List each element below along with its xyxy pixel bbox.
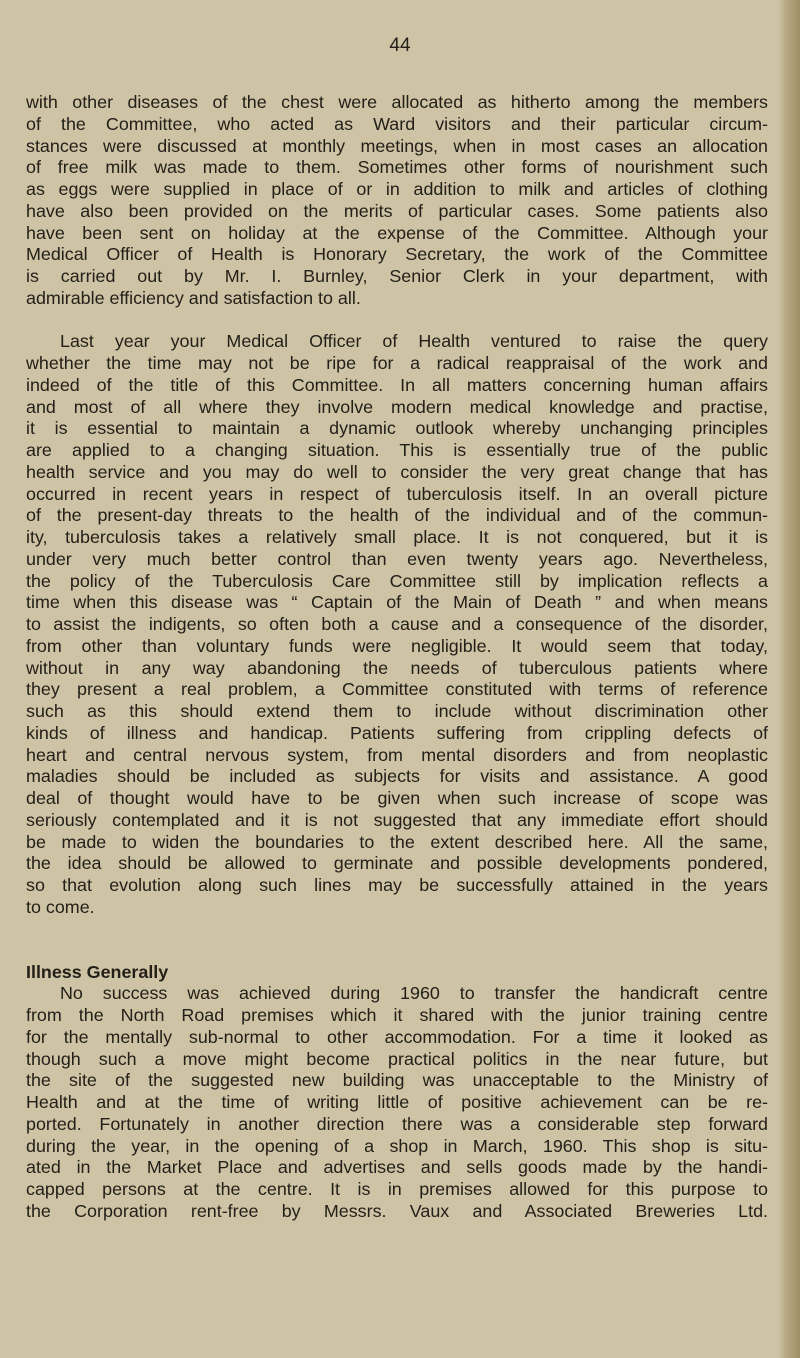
text-line: they present a real problem, a Committee constituted with terms of reference: [26, 679, 768, 700]
text-line: capped persons at the centre. It is in premises allowed for this purpose to: [26, 1179, 768, 1199]
paragraph-2: [26, 331, 768, 918]
text-line: ated in the Market Place and advertises and sells goods made by the handi-: [26, 1157, 768, 1178]
text-line: ported. Fortunately in another direction there was a considerable step forward: [26, 1113, 768, 1134]
text-line: be made to widen the boundaries to the extent described here. All the same,: [26, 831, 768, 852]
text-line: Last year your Medical Officer of Health ventured to raise the query: [60, 331, 768, 352]
paragraph-1: [26, 92, 768, 310]
text-line: of the Committee, who acted as Ward visitors and their particular circum-: [26, 113, 768, 134]
text-line: of the present-day threats to the health of the individual and of the commun-: [26, 505, 768, 526]
text-line: ity, tuberculosis takes a relatively small place. It is not conquered, but it is: [26, 527, 768, 547]
text-line: No success was achieved during 1960 to transfer the handicraft centre: [60, 983, 768, 1004]
text-line: heart and central nervous system, from mental disorders and from neoplastic: [26, 744, 768, 765]
text-line: the site of the suggested new building was unacceptable to the Ministry of: [26, 1070, 768, 1091]
text-line: stances were discussed at monthly meetings, when in most cases an allocation: [26, 135, 768, 156]
page-number: 44: [389, 35, 411, 56]
section-spacer: [26, 919, 768, 962]
text-line: occurred in recent years in respect of tuberculosis itself. In an overall picture: [26, 483, 768, 504]
text-line: so that evolution along such lines may be successfully attained in the years: [26, 875, 768, 895]
text-line: from other than voluntary funds were negligible. It would seem that today,: [26, 635, 768, 656]
text-line: during the year, in the opening of a shop in March, 1960. This shop is situ-: [26, 1135, 768, 1156]
text-line: for the mentally sub-normal to other accommodation. For a time it looked as: [26, 1026, 768, 1047]
text-line: time when this disease was “ Captain of the Main of Death ” and when means: [26, 592, 768, 613]
text-line: to assist the indigents, so often both a cause and a consequence of the disorder,: [26, 614, 768, 634]
text-column: [26, 92, 768, 1223]
text-line: under very much better control than even twenty years ago. Nevertheless,: [26, 548, 768, 569]
text-line: and most of all where they involve modern medical knowledge and practise,: [26, 396, 768, 417]
text-line: have been sent on holiday at the expense of the Committee. Although your: [26, 222, 768, 243]
section-illness-generally: [26, 962, 768, 1223]
page-edge-shadow: [778, 0, 800, 1358]
text-line: with other diseases of the chest were allocated as hitherto among the members: [26, 92, 768, 112]
text-line: are applied to a changing situation. This is essentially true of the public: [26, 440, 768, 460]
text-line: to come.: [26, 896, 95, 917]
text-line: though such a move might become practical politics in the near future, but: [26, 1048, 768, 1069]
text-line: Health and at the time of writing little of positive achievement can be re-: [26, 1092, 768, 1112]
text-line: deal of thought would have to be given when such increase of scope was: [26, 788, 768, 808]
text-line: seriously contemplated and it is not suggested that any immediate effort should: [26, 809, 768, 830]
text-line: indeed of the title of this Committee. In all matters concerning human affairs: [26, 374, 768, 395]
text-line: of free milk was made to them. Sometimes other forms of nourishment such: [26, 157, 768, 178]
text-line: Medical Officer of Health is Honorary Secretary, the work of the Committee: [26, 244, 768, 265]
text-line: health service and you may do well to consider the very great change that has: [26, 461, 768, 482]
text-line: admirable efficiency and satisfaction to all.: [26, 287, 361, 308]
section-heading: Illness Generally: [26, 961, 169, 982]
text-line: have also been provided on the merits of particular cases. Some patients also: [26, 200, 768, 221]
paragraph-spacer: [26, 310, 768, 332]
text-line: without in any way abandoning the needs of tuberculous patients where: [26, 657, 768, 678]
text-line: the idea should be allowed to germinate and possible developments pondered,: [26, 853, 768, 874]
text-line: is carried out by Mr. I. Burnley, Senior Clerk in your department, with: [26, 266, 768, 286]
text-line: kinds of illness and handicap. Patients suffering from crippling defects of: [26, 722, 768, 743]
text-line: as eggs were supplied in place of or in addition to milk and articles of clothing: [26, 179, 768, 199]
text-line: from the North Road premises which it shared with the junior training centre: [26, 1005, 768, 1025]
text-line: such as this should extend them to include without discrimination other: [26, 701, 768, 721]
text-line: the Corporation rent-free by Messrs. Vaux and Associated Breweries Ltd.: [26, 1200, 768, 1221]
text-line: maladies should be included as subjects for visits and assistance. A good: [26, 766, 768, 787]
text-line: it is essential to maintain a dynamic outlook whereby unchanging principles: [26, 418, 768, 439]
text-line: the policy of the Tuberculosis Care Committee still by implication reflects a: [26, 570, 768, 591]
text-line: whether the time may not be ripe for a radical reappraisal of the work and: [26, 353, 768, 373]
